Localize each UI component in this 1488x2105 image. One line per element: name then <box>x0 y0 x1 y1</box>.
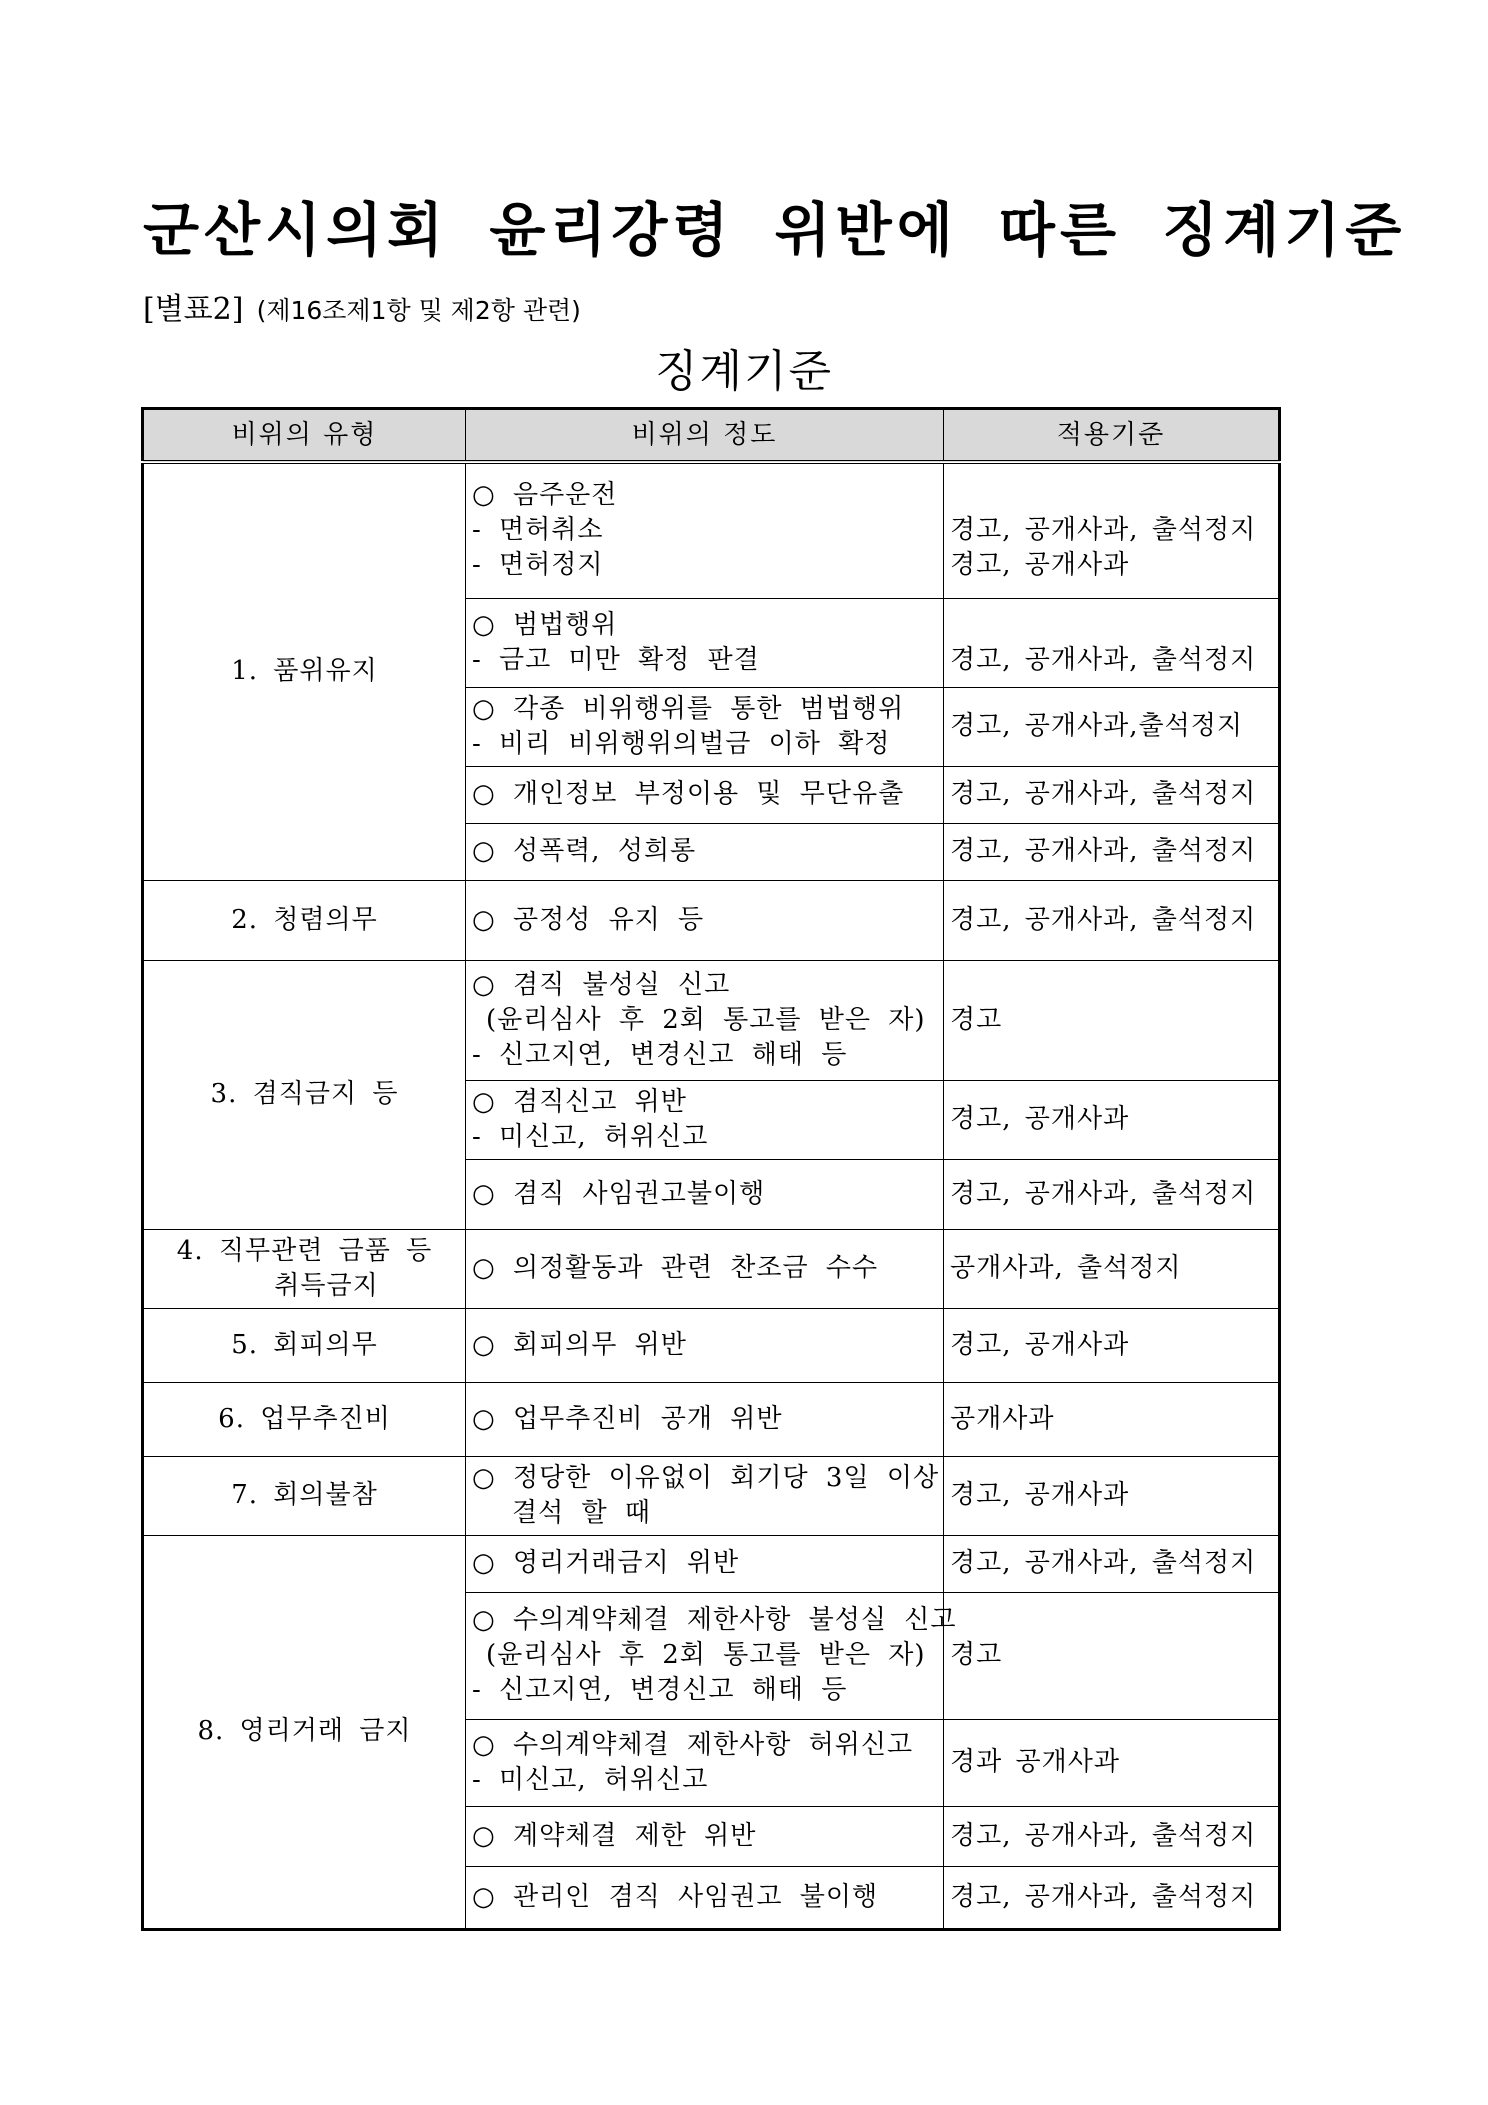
applied-standard: 경고, 공개사과 <box>944 1080 1280 1159</box>
violation-type: 6. 업무추진비 <box>143 1382 466 1456</box>
violation-type <box>143 1229 466 1308</box>
violation-degree <box>466 1080 944 1159</box>
applied-standard: 경고, 공개사과, 출석정지 <box>944 1535 1280 1592</box>
degree-line: ○ 수의계약체결 제한사항 허위신고 <box>472 1729 914 1760</box>
table-row <box>143 960 1280 1080</box>
degree-line: - 신고지연, 변경신고 해태 등 <box>472 1039 848 1070</box>
violation-type: 7. 회의불참 <box>143 1456 466 1535</box>
violation-degree: ○ 겸직 사임권고불이행 <box>466 1159 944 1229</box>
violation-degree <box>466 1592 957 1719</box>
applied-standard <box>944 462 1280 598</box>
applied-standard: 경고, 공개사과,출석정지 <box>944 687 1280 766</box>
violation-degree: ○ 성폭력, 성희롱 <box>466 823 944 880</box>
violation-degree <box>466 960 944 1080</box>
table-header-row <box>143 409 1280 463</box>
degree-line: - 미신고, 허위신고 <box>472 1764 709 1795</box>
annex-tag: [별표2] <box>143 292 244 327</box>
degree-line: ○ 겸직신고 위반 <box>472 1086 687 1117</box>
standard-line: 경고, 공개사과, 출석정지 <box>950 644 1257 675</box>
violation-type: 5. 회피의무 <box>143 1308 466 1382</box>
table-title: 징계기준 <box>654 346 833 397</box>
degree-line: ○ 수의계약체결 제한사항 불성실 신고 <box>472 1605 957 1635</box>
standard-line <box>950 478 1272 513</box>
degree-line: ○ 범법행위 <box>472 609 618 640</box>
violation-degree: ○ 계약체결 제한 위반 <box>466 1806 944 1866</box>
header-standard: 적용기준 <box>944 409 1280 463</box>
table-row <box>143 1308 1280 1382</box>
table-row <box>143 1382 1280 1456</box>
applied-standard: 경고, 공개사과, 출석정지 <box>944 766 1280 823</box>
header-degree: 비위의 정도 <box>466 409 944 463</box>
degree-line: - 신고지연, 변경신고 해태 등 <box>472 1675 848 1705</box>
applied-standard: 경고 <box>944 1592 1280 1719</box>
applied-standard: 경고, 공개사과, 출석정지 <box>944 1866 1280 1929</box>
applied-standard: 공개사과 <box>944 1382 1280 1456</box>
annex-reference: (제16조제1항 및 제2항 관련) <box>256 296 581 325</box>
violation-degree <box>466 462 944 598</box>
degree-line: (윤리심사 후 2회 통고를 받은 자) <box>486 1004 926 1035</box>
violation-type: 2. 청렴의무 <box>143 880 466 960</box>
violation-degree: ○ 영리거래금지 위반 <box>466 1535 944 1592</box>
violation-degree: ○ 회피의무 위반 <box>466 1308 944 1382</box>
degree-line: - 금고 미만 확정 판결 <box>472 644 760 675</box>
type-line: 4. 직무관련 금품 등 <box>176 1235 433 1266</box>
degree-line: ○ 정당한 이유없이 회기당 3일 이상 <box>472 1462 940 1493</box>
violation-degree <box>466 1719 944 1806</box>
violation-type: 8. 영리거래 금지 <box>143 1535 466 1929</box>
violation-type: 1. 품위유지 <box>143 462 466 880</box>
table-row <box>143 462 1280 598</box>
standard-line: 경고, 공개사과, 출석정지 <box>950 515 1257 546</box>
degree-line: 결석 할 때 <box>512 1497 651 1528</box>
violation-degree: ○ 공정성 유지 등 <box>466 880 944 960</box>
applied-standard: 경과 공개사과 <box>944 1719 1280 1806</box>
violation-degree: ○ 업무추진비 공개 위반 <box>466 1382 944 1456</box>
applied-standard: 공개사과, 출석정지 <box>944 1229 1280 1308</box>
degree-line: - 면허정지 <box>472 550 604 581</box>
type-line: 취득금지 <box>274 1270 379 1301</box>
table-row <box>143 1229 1280 1308</box>
violation-degree: ○ 의정활동과 관련 찬조금 수수 <box>466 1229 944 1308</box>
table-row <box>143 880 1280 960</box>
applied-standard: 경고, 공개사과, 출석정지 <box>944 880 1280 960</box>
violation-degree <box>466 598 944 687</box>
applied-standard: 경고, 공개사과, 출석정지 <box>944 823 1280 880</box>
violation-degree: ○ 관리인 겸직 사임권고 불이행 <box>466 1866 944 1929</box>
degree-line: (윤리심사 후 2회 통고를 받은 자) <box>486 1640 926 1670</box>
disciplinary-standards-table <box>141 407 1281 1931</box>
degree-line: ○ 겸직 불성실 신고 <box>472 969 731 1000</box>
applied-standard: 경고, 공개사과 <box>944 1456 1280 1535</box>
applied-standard: 경고, 공개사과, 출석정지 <box>944 1806 1280 1866</box>
applied-standard <box>944 598 1280 687</box>
violation-degree: ○ 개인정보 부정이용 및 무단유출 <box>466 766 944 823</box>
degree-line: - 미신고, 허위신고 <box>472 1121 709 1152</box>
violation-type: 3. 겸직금지 등 <box>143 960 466 1229</box>
applied-standard: 경고 <box>944 960 1280 1080</box>
table-row <box>143 1456 1280 1535</box>
standard-line: 경고, 공개사과 <box>950 550 1130 581</box>
standard-line <box>950 608 1272 643</box>
degree-line: ○ 음주운전 <box>472 480 618 511</box>
table-row <box>143 1535 1280 1592</box>
applied-standard: 경고, 공개사과, 출석정지 <box>944 1159 1280 1229</box>
degree-line: - 비리 비위행위의벌금 이하 확정 <box>472 728 891 759</box>
annex-line <box>143 284 581 328</box>
degree-line: ○ 각종 비위행위를 통한 범법행위 <box>472 693 905 724</box>
degree-line: - 면허취소 <box>472 515 604 546</box>
document-title: 군산시의회 윤리강령 위반에 따른 징계기준 <box>143 196 1407 264</box>
applied-standard: 경고, 공개사과 <box>944 1308 1280 1382</box>
violation-degree <box>466 687 944 766</box>
violation-degree <box>466 1456 944 1535</box>
header-type: 비위의 유형 <box>143 409 466 463</box>
